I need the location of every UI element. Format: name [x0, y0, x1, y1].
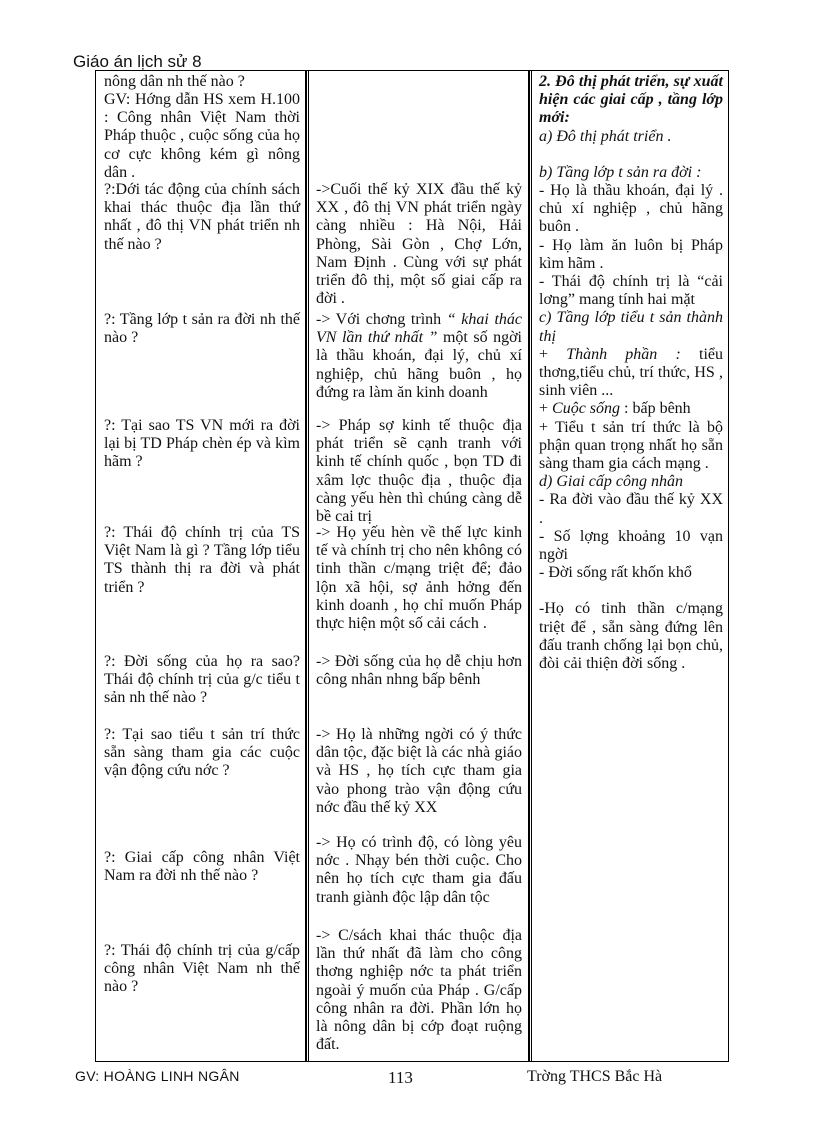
- answer-text: -> Pháp sợ kinh tế thuộc địa phát triển sẽ cạnh tranh với kinh tế chính quốc , bọn TD đi xâm lợc thuộc địa , thuộc địa càng yếu hèn thì chúng càng dễ bề cai trị: [316, 417, 522, 526]
- question-text: ?: Thái độ chính trị của TS Việt Nam là gì ? Tầng lớp tiểu TS thành thị ra đời và phát triển ?: [104, 524, 300, 596]
- lesson-table: [95, 70, 729, 1062]
- footer-school: Trờng THCS Bắc Hà: [527, 1068, 663, 1085]
- answer-text: -> Họ yếu hèn về thế lực kinh tế và chính trị cho nên không có tinh thần c/mạng triệt để; đảo lộn xã hội, sợ ảnh hởng đến kinh doanh , họ chỉ muốn Pháp thực hiện một số cải cách .: [316, 524, 522, 633]
- answer-text-part: một số ngời là thầu khoán, đại lý, chủ xí nghiệp, chủ hãng buôn , họ đứng ra làm ăn kinh doanh: [316, 329, 523, 401]
- questions-column: [96, 71, 306, 1061]
- note-part: +: [539, 345, 567, 363]
- note-line: [539, 346, 723, 401]
- column-divider: [306, 71, 309, 1061]
- note-line: - Họ là thầu khoán, đại lý . chủ xí nghiệp , chủ hãng buôn .: [539, 182, 723, 236]
- page-header: Giáo án lịch sử 8: [73, 52, 202, 71]
- answers-column: [306, 71, 529, 1061]
- note-line: - Số lợng khoảng 10 vạn ngời: [539, 527, 723, 564]
- answer-text: ->Cuối thế kỷ XIX đầu thế kỷ XX , đô thị VN phát triển ngày càng nhiều : Hà Nội, Hải Phòng, Sài Gòn , Chợ Lớn, Nam Định . Cùng với sự phát triển đô thị, một số giai cấp ra đời .: [316, 181, 522, 308]
- answer-text: [316, 311, 522, 402]
- note-line: - Họ làm ăn luôn bị Pháp kìm hãm .: [539, 236, 723, 272]
- answer-text: -> C/sách khai thác thuộc địa lần thứ nhất đã làm cho công thơng nghiệp nớc ta phát triển ngoài ý muốn của Pháp . G/cấp công nhân ra đời. Phần lớn họ là nông dân bị cớp đoạt ruộng đất.: [316, 927, 522, 1054]
- page-number: 113: [388, 1068, 413, 1087]
- note-line: - Ra đời vào đầu thế kỷ XX .: [539, 491, 723, 527]
- note-line: [539, 400, 723, 418]
- answer-italic: “ khai thác VN lần thứ nhất ”: [316, 311, 522, 347]
- column-divider: [529, 71, 532, 1061]
- question-text: ?: Giai cấp công nhân Việt Nam ra đời nh thế nào ?: [104, 849, 300, 885]
- note-part: tiểu thơng,tiểu chủ, trí thức, HS , sinh viên ...: [539, 345, 723, 400]
- note-part: +: [539, 400, 553, 418]
- subheading: a) Đô thị phát triển .: [539, 127, 672, 145]
- notes-column: [529, 71, 730, 1061]
- question-text: ?: Tầng lớp t sản ra đời nh thế nào ?: [104, 311, 300, 347]
- note-italic: Cuộc sống: [552, 400, 621, 418]
- subheading: c) Tầng lớp tiểu t sản thành thị: [539, 309, 723, 345]
- answer-text: -> Họ có trình độ, có lòng yêu nớc . Nhạy bén thời cuộc. Cho nên họ tích cực tham gia đấu tranh giành độc lập dân tộc: [316, 834, 522, 906]
- note-part: : bấp bênh: [620, 400, 691, 418]
- answer-text: -> Họ là những ngời có ý thức dân tộc, đặc biệt là các nhà giáo và HS , họ tích cực tham gia vào phong trào vận động cứu nớc đầu thế kỷ XX: [316, 726, 522, 816]
- subheading: d) Giai cấp công nhân: [539, 473, 683, 491]
- note-line: + Tiểu t sản trí thức là bộ phận quan trọng nhất họ sẵn sàng tham gia cách mạng .: [539, 418, 723, 473]
- teacher-instruction: GV: Hớng dẫn HS xem H.100 : Công nhân Việt Nam thời Pháp thuộc , cuộc sống của họ cơ cực không kém gì nông dân .: [104, 91, 300, 181]
- note-line: - Thái độ chính trị là “cải lơng” mang tính hai mặt: [539, 273, 723, 309]
- question-text: ?: Tại sao tiểu t sản trí thức sẵn sàng tham gia các cuộc vận động cứu nớc ?: [104, 726, 300, 780]
- note-line: - Đời sống rất khốn khổ: [539, 564, 692, 582]
- question-text: ?: Đời sống của họ ra sao? Thái độ chính trị của g/c tiểu t sản nh thế nào ?: [104, 653, 300, 707]
- footer-teacher: GV: HOÀNG LINH NGÂN: [75, 1068, 240, 1084]
- question-text: ?: Tại sao TS VN mới ra đời lại bị TD Pháp chèn ép và kìm hãm ?: [104, 417, 300, 471]
- note-line: -Họ có tinh thần c/mạng triệt để , sẵn sàng đứng lên đấu tranh chống lại bọn chủ, đòi cải thiện đời sống .: [539, 600, 723, 673]
- question-text: nông dân nh thế nào ?: [104, 73, 245, 90]
- answer-text: -> Đời sống của họ dễ chịu hơn công nhân nhng bấp bênh: [316, 653, 522, 689]
- notes-content: [539, 73, 723, 673]
- note-italic: Thành phần :: [566, 345, 681, 363]
- subheading: b) Tầng lớp t sản ra đời :: [539, 163, 702, 181]
- answer-text-part: -> Với chơng trình: [316, 311, 447, 328]
- section-heading: 2. Đô thị phát triển, sự xuất hiện các giai cấp , tầng lớp mới:: [539, 73, 723, 127]
- spacer: [539, 146, 723, 164]
- question-text: ?:Dới tác động của chính sách khai thác thuộc địa lần thứ nhất , đô thị VN phát triển nh thế nào ?: [104, 181, 300, 253]
- spacer: [539, 582, 723, 600]
- question-text: ?: Thái độ chính trị của g/cấp công nhân Việt Nam nh thế nào ?: [104, 942, 300, 996]
